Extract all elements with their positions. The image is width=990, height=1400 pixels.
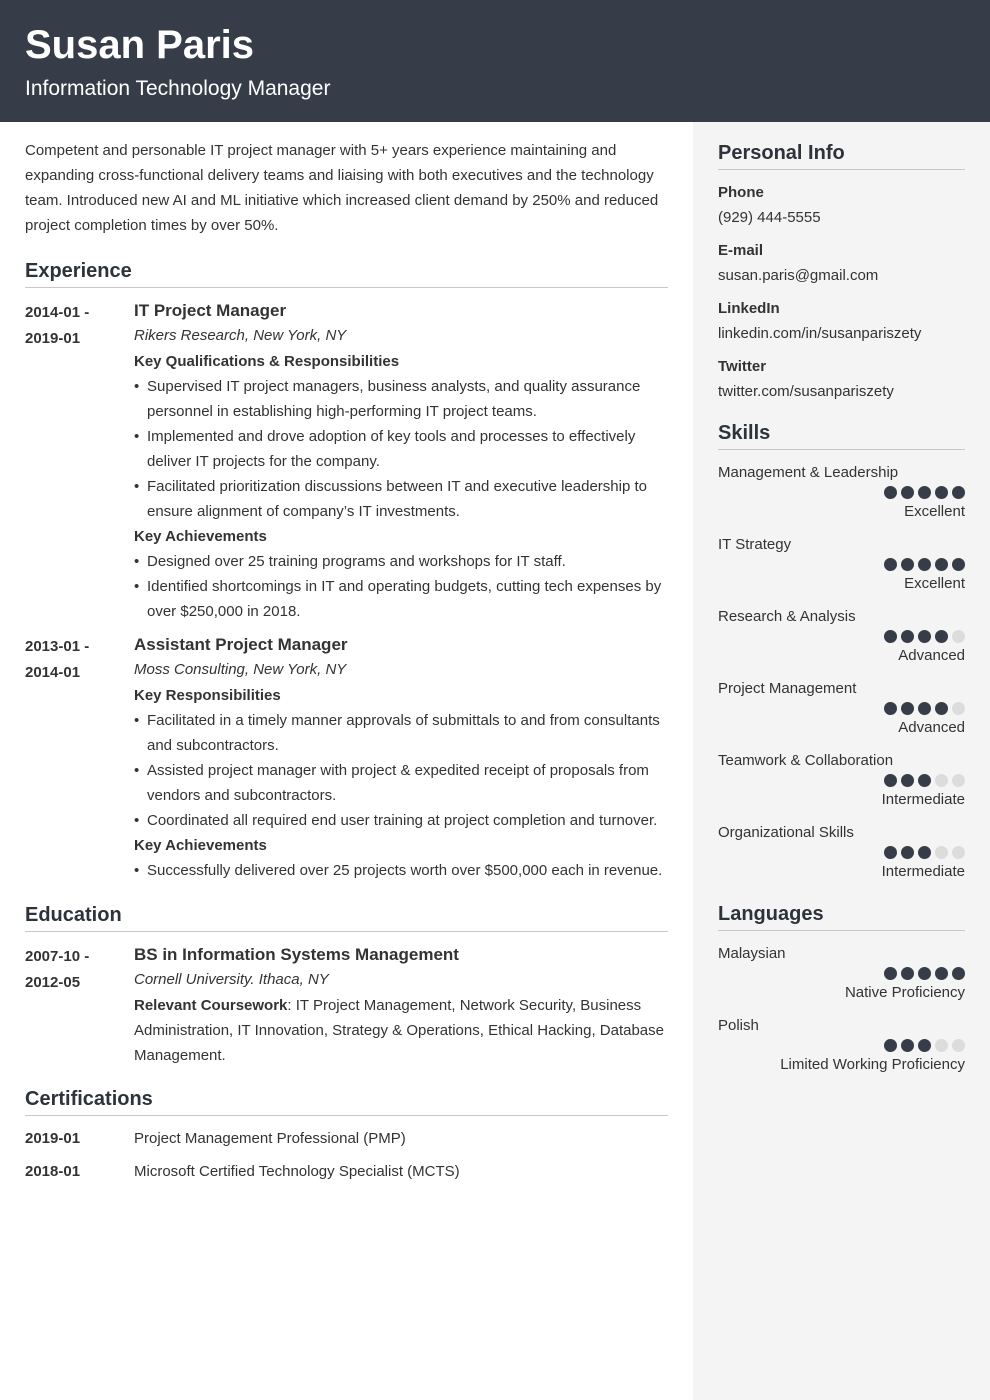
coursework-label: Relevant Coursework bbox=[134, 997, 288, 1014]
rating-dot-filled bbox=[918, 774, 931, 787]
personal-info-section bbox=[718, 141, 965, 404]
coursework bbox=[134, 993, 668, 1068]
rating-dot-filled bbox=[884, 486, 897, 499]
job-org: Moss Consulting, New York, NY bbox=[134, 661, 347, 678]
education-date-start: 2007-10 - bbox=[25, 948, 90, 965]
job-bullets bbox=[134, 549, 668, 624]
rating-dot-empty bbox=[952, 774, 965, 787]
job-entry bbox=[25, 633, 668, 883]
skill-item-level: Intermediate bbox=[881, 791, 965, 808]
skill-item-name: Teamwork & Collaboration bbox=[718, 752, 894, 769]
linkedin-label: LinkedIn bbox=[718, 300, 780, 317]
job-subheading: Key Qualifications & Responsibilities bbox=[134, 353, 400, 370]
job-date-end: 2014-01 bbox=[25, 664, 81, 681]
education-section bbox=[25, 903, 668, 1068]
rating-dots bbox=[718, 558, 965, 571]
certification-item bbox=[25, 1129, 668, 1149]
education-dates bbox=[25, 943, 134, 1068]
language-item-level: Limited Working Proficiency bbox=[780, 1056, 965, 1073]
bullet-item: • Implemented and drove adoption of key tools and processes to effectively deliver IT projects for the company. bbox=[134, 424, 668, 474]
language-item-name: Polish bbox=[718, 1017, 759, 1034]
job-entry bbox=[25, 299, 668, 624]
rating-dot-filled bbox=[884, 558, 897, 571]
job-dates bbox=[25, 299, 134, 624]
rating-dot-filled bbox=[901, 1039, 914, 1052]
bullet-item: • Successfully delivered over 25 projects worth over $500,000 each in revenue. bbox=[134, 858, 668, 883]
rating-dot-empty bbox=[952, 1039, 965, 1052]
job-body bbox=[134, 299, 668, 624]
email-label: E-mail bbox=[718, 242, 764, 259]
skill-item-name: Project Management bbox=[718, 680, 857, 697]
linkedin-value: linkedin.com/in/susanpariszety bbox=[718, 325, 922, 342]
job-bullets bbox=[134, 708, 668, 833]
language-item-name: Malaysian bbox=[718, 945, 786, 962]
rating-dot-filled bbox=[918, 846, 931, 859]
job-date-start: 2013-01 - bbox=[25, 638, 90, 655]
skills-section bbox=[718, 421, 965, 884]
rating-dot-filled bbox=[918, 702, 931, 715]
rating-dot-filled bbox=[918, 558, 931, 571]
rating-dot-filled bbox=[901, 774, 914, 787]
job-title: IT Project Manager bbox=[134, 301, 287, 320]
job-subheading: Key Achievements bbox=[134, 528, 267, 545]
certifications-heading: Certifications bbox=[25, 1087, 668, 1116]
certifications-section bbox=[25, 1087, 668, 1182]
phone-label: Phone bbox=[718, 184, 764, 201]
education-entry bbox=[25, 943, 668, 1068]
rating-dots bbox=[718, 774, 965, 787]
job-date-end: 2019-01 bbox=[25, 330, 81, 347]
skills-heading: Skills bbox=[718, 421, 965, 450]
job-body bbox=[134, 633, 668, 883]
certification-date: 2019-01 bbox=[25, 1130, 81, 1147]
rating-dot-filled bbox=[935, 967, 948, 980]
skill-item bbox=[718, 676, 965, 740]
job-dates bbox=[25, 633, 134, 883]
rating-dot-filled bbox=[901, 846, 914, 859]
bullet-item: • Identified shortcomings in IT and operating budgets, cutting tech expenses by over $250,000 in 2018. bbox=[134, 574, 668, 624]
candidate-name: Susan Paris bbox=[25, 23, 255, 67]
job-subheading: Key Achievements bbox=[134, 837, 267, 854]
bullet-item: • Coordinated all required end user training at project completion and turnover. bbox=[134, 808, 668, 833]
email-value: susan.paris@gmail.com bbox=[718, 267, 879, 284]
rating-dot-filled bbox=[884, 1039, 897, 1052]
language-item bbox=[718, 1013, 965, 1077]
skill-item-name: IT Strategy bbox=[718, 536, 792, 553]
job-subheading: Key Responsibilities bbox=[134, 687, 281, 704]
skill-item-level: Advanced bbox=[898, 719, 965, 736]
twitter-label: Twitter bbox=[718, 358, 767, 375]
certification-name: Project Management Professional (PMP) bbox=[134, 1130, 406, 1147]
rating-dot-filled bbox=[918, 967, 931, 980]
certification-item bbox=[25, 1162, 668, 1182]
profile-summary: Competent and personable IT project manager with 5+ years experience maintaining and expanding cross-functional delivery teams and liaising with both executives and the technology team. Introduced new AI and ML initiative which increased client demand by 250% and reduced project completion times by over 50%. bbox=[25, 142, 659, 234]
bullet-item: • Designed over 25 training programs and workshops for IT staff. bbox=[134, 549, 668, 574]
rating-dot-filled bbox=[901, 967, 914, 980]
rating-dot-filled bbox=[901, 486, 914, 499]
main-column bbox=[25, 138, 668, 1182]
rating-dot-filled bbox=[952, 486, 965, 499]
rating-dots bbox=[718, 702, 965, 715]
rating-dot-filled bbox=[884, 774, 897, 787]
education-heading: Education bbox=[25, 903, 668, 932]
education-date-end: 2012-05 bbox=[25, 974, 81, 991]
skill-item-level: Excellent bbox=[904, 503, 965, 520]
skill-item-level: Intermediate bbox=[881, 863, 965, 880]
certification-date: 2018-01 bbox=[25, 1163, 81, 1180]
skill-item-name: Organizational Skills bbox=[718, 824, 854, 841]
job-org: Rikers Research, New York, NY bbox=[134, 327, 347, 344]
job-date-start: 2014-01 - bbox=[25, 304, 90, 321]
rating-dot-filled bbox=[935, 486, 948, 499]
candidate-role: Information Technology Manager bbox=[25, 77, 331, 100]
rating-dot-filled bbox=[918, 486, 931, 499]
rating-dot-filled bbox=[901, 702, 914, 715]
school-name: Cornell University. Ithaca, NY bbox=[134, 971, 329, 988]
rating-dot-filled bbox=[935, 630, 948, 643]
personal-info-heading: Personal Info bbox=[718, 141, 965, 170]
skill-item bbox=[718, 820, 965, 884]
rating-dot-empty bbox=[935, 846, 948, 859]
rating-dots bbox=[718, 486, 965, 499]
rating-dots bbox=[718, 1039, 965, 1052]
language-item bbox=[718, 941, 965, 1005]
rating-dot-filled bbox=[884, 846, 897, 859]
rating-dot-filled bbox=[952, 558, 965, 571]
education-body bbox=[134, 943, 668, 1068]
languages-section bbox=[718, 902, 965, 1077]
rating-dots bbox=[718, 846, 965, 859]
experience-section bbox=[25, 259, 668, 883]
skill-item bbox=[718, 532, 965, 596]
skill-item-name: Research & Analysis bbox=[718, 608, 856, 625]
rating-dot-filled bbox=[918, 1039, 931, 1052]
rating-dot-filled bbox=[918, 630, 931, 643]
rating-dot-empty bbox=[952, 846, 965, 859]
rating-dot-filled bbox=[952, 967, 965, 980]
bullet-item: • Facilitated in a timely manner approvals of submittals to and from consultants and subcontractors. bbox=[134, 708, 668, 758]
skill-item bbox=[718, 604, 965, 668]
rating-dot-filled bbox=[901, 558, 914, 571]
languages-list bbox=[718, 941, 965, 1077]
rating-dot-filled bbox=[901, 630, 914, 643]
skill-item-level: Excellent bbox=[904, 575, 965, 592]
skill-item bbox=[718, 748, 965, 812]
rating-dot-filled bbox=[935, 558, 948, 571]
skill-item bbox=[718, 460, 965, 524]
bullet-item: • Facilitated prioritization discussions between IT and executive leadership to ensure alignment of company’s IT investments. bbox=[134, 474, 668, 524]
experience-heading: Experience bbox=[25, 259, 668, 288]
rating-dot-filled bbox=[884, 630, 897, 643]
skill-item-name: Management & Leadership bbox=[718, 464, 899, 481]
rating-dot-empty bbox=[952, 630, 965, 643]
language-item-level: Native Proficiency bbox=[844, 984, 965, 1001]
twitter-value: twitter.com/susanpariszety bbox=[718, 383, 894, 400]
languages-heading: Languages bbox=[718, 902, 965, 931]
job-bullets bbox=[134, 858, 668, 883]
rating-dot-empty bbox=[952, 702, 965, 715]
sidebar-column bbox=[718, 141, 965, 1085]
rating-dot-filled bbox=[935, 702, 948, 715]
job-bullets bbox=[134, 374, 668, 524]
rating-dot-filled bbox=[884, 702, 897, 715]
skill-item-level: Advanced bbox=[898, 647, 965, 664]
rating-dot-empty bbox=[935, 774, 948, 787]
job-title: Assistant Project Manager bbox=[134, 635, 348, 654]
rating-dots bbox=[718, 967, 965, 980]
certification-name: Microsoft Certified Technology Specialist (MCTS) bbox=[134, 1163, 460, 1180]
bullet-item: • Supervised IT project managers, business analysts, and quality assurance personnel in establishing high-performing IT project teams. bbox=[134, 374, 668, 424]
rating-dot-filled bbox=[884, 967, 897, 980]
coursework-list: : IT Project Management, Network Security, Business Administration, IT Innovation, Strategy & Operations, Ethical Hacking, Database Management. bbox=[134, 997, 664, 1064]
bullet-item: • Assisted project manager with project & expedited receipt of proposals from vendors and subcontractors. bbox=[134, 758, 668, 808]
rating-dots bbox=[718, 630, 965, 643]
degree-title: BS in Information Systems Management bbox=[134, 945, 459, 964]
rating-dot-empty bbox=[935, 1039, 948, 1052]
phone-value: (929) 444-5555 bbox=[718, 209, 821, 226]
resume-header bbox=[0, 0, 990, 122]
skills-list bbox=[718, 460, 965, 884]
